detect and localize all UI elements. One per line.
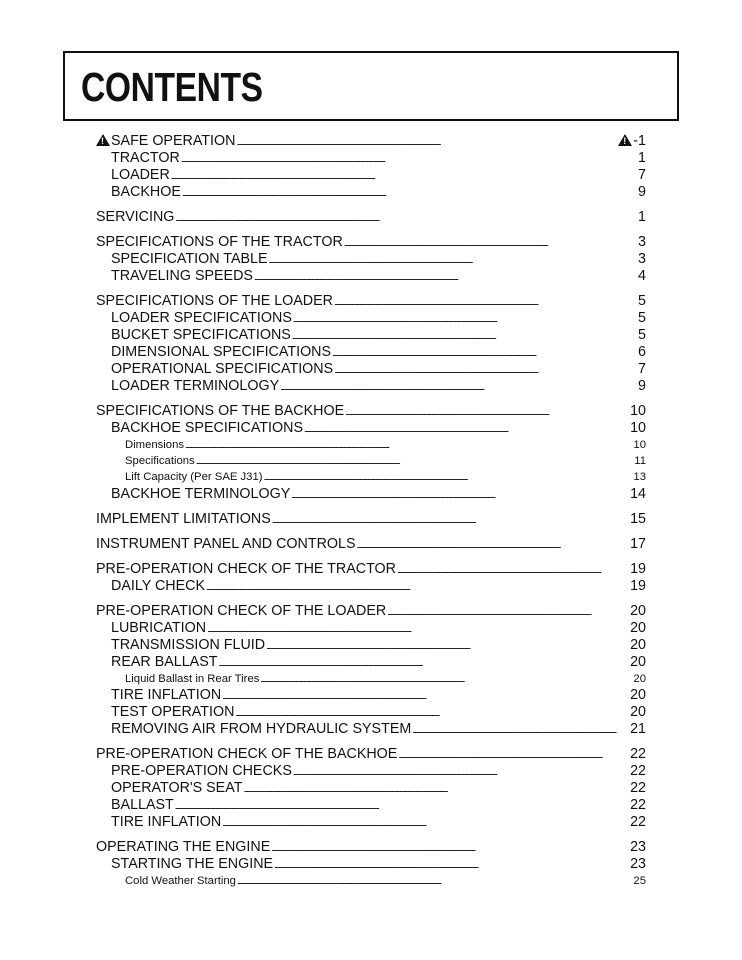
warning-icon — [618, 134, 632, 146]
dot-leader — [260, 671, 632, 687]
page-number: 20 — [630, 653, 646, 670]
page-number: 20 — [630, 619, 646, 636]
toc-entry-text: TRACTOR — [111, 150, 180, 166]
toc-entry-page — [638, 310, 646, 327]
toc-entry-text: BACKHOE — [111, 184, 181, 200]
toc-entry[interactable] — [96, 856, 646, 873]
toc-entry[interactable] — [96, 721, 646, 738]
toc-entry[interactable] — [96, 251, 646, 268]
page-number: 3 — [638, 251, 646, 267]
toc-entry-page — [634, 453, 646, 469]
toc-entry-text: Specifications — [125, 455, 195, 468]
dot-leader — [334, 293, 637, 311]
dot-leader — [236, 133, 617, 151]
toc-entry-label — [111, 814, 221, 831]
toc-entry[interactable] — [96, 620, 646, 637]
dot-leader — [332, 344, 637, 362]
toc-entry-text: TRANSMISSION FLUID — [111, 636, 266, 653]
page-number: 10 — [630, 403, 646, 419]
dot-leader — [280, 378, 637, 396]
toc-entry-label — [96, 746, 397, 763]
dot-leader — [207, 620, 629, 638]
toc-entry-text: TRAVELING SPEEDS — [111, 268, 253, 284]
dot-leader — [304, 420, 629, 438]
dot-leader — [171, 167, 637, 185]
toc-entry-page — [630, 637, 646, 654]
dot-leader — [292, 327, 637, 345]
toc-entry-label — [96, 403, 344, 420]
toc-entry-text: LOADER SPECIFICATIONS — [111, 310, 292, 326]
toc-entry-label — [111, 704, 234, 721]
toc-entry-text: OPERATING THE ENGINE — [96, 838, 271, 855]
toc-entry[interactable] — [96, 403, 646, 420]
toc-entry-text: Dimensions — [125, 439, 185, 451]
toc-entry[interactable] — [96, 133, 646, 150]
toc-entry-page — [630, 578, 646, 595]
toc-entry-label — [111, 637, 265, 654]
page-number: 3 — [638, 234, 646, 250]
toc-entry[interactable] — [96, 167, 646, 184]
toc-entry-text: SPECIFICATION TABLE — [111, 251, 268, 267]
dot-leader — [266, 637, 629, 655]
toc-entry-label — [111, 721, 411, 738]
toc-entry[interactable] — [96, 687, 646, 704]
page-number: 5 — [638, 293, 646, 309]
toc-entry-page — [630, 620, 646, 637]
page-number: 20 — [630, 602, 646, 619]
page-number: 20 — [630, 703, 646, 720]
toc-section — [96, 511, 646, 528]
toc-entry-text: SPECIFICATIONS OF THE LOADER — [96, 293, 333, 309]
dot-leader — [357, 536, 630, 554]
table-of-contents — [96, 133, 646, 897]
toc-entry-text: INSTRUMENT PANEL AND CONTROLS — [96, 535, 356, 552]
toc-entry-page — [638, 184, 646, 201]
toc-entry[interactable] — [96, 184, 646, 201]
toc-entry-text: REMOVING AIR FROM HYDRAULIC SYSTEM — [111, 720, 412, 737]
contents-header — [63, 51, 679, 121]
toc-entry-page — [630, 704, 646, 721]
page-number: 25 — [633, 874, 646, 887]
page-number: 1 — [638, 150, 646, 166]
toc-entry-label — [125, 671, 259, 687]
toc-entry-label — [111, 344, 331, 361]
dot-leader — [412, 721, 629, 739]
toc-entry[interactable] — [96, 578, 646, 595]
toc-entry-label — [96, 234, 343, 251]
page-number: -1 — [633, 133, 646, 149]
toc-entry-text: PRE-OPERATION CHECK OF THE BACKHOE — [96, 745, 398, 762]
toc-entry-page — [638, 293, 646, 310]
toc-entry-text: IMPLEMENT LIMITATIONS — [96, 510, 271, 527]
toc-entry[interactable] — [96, 671, 646, 687]
toc-entry-page — [630, 486, 646, 503]
dot-leader — [237, 873, 632, 889]
dot-leader — [206, 578, 629, 596]
page-number: 20 — [633, 672, 646, 685]
dot-leader — [387, 603, 629, 621]
toc-entry[interactable] — [96, 704, 646, 721]
toc-entry-label — [96, 603, 386, 620]
page-number: 21 — [630, 720, 646, 737]
toc-entry-label — [111, 310, 292, 327]
page-title: CONTENTS — [81, 64, 263, 110]
toc-entry[interactable] — [96, 420, 646, 437]
toc-entry[interactable] — [96, 150, 646, 167]
toc-entry-label — [125, 873, 236, 889]
toc-entry-page — [630, 721, 646, 738]
toc-entry-page — [638, 234, 646, 251]
dot-leader — [274, 856, 629, 874]
toc-entry-label — [111, 486, 290, 503]
dot-leader — [344, 234, 637, 252]
toc-entry-page — [633, 873, 646, 889]
dot-leader — [271, 839, 629, 857]
toc-entry-text: BACKHOE TERMINOLOGY — [111, 485, 291, 502]
toc-entry-page — [630, 511, 646, 528]
toc-entry-text: Cold Weather Starting — [125, 874, 236, 887]
page-number: 9 — [638, 184, 646, 200]
toc-entry-text: Lift Capacity (Per SAE J31) — [125, 471, 263, 484]
toc-entry-page — [630, 687, 646, 704]
toc-entry-label — [125, 453, 195, 469]
toc-entry-text: OPERATOR'S SEAT — [111, 779, 243, 796]
page-number: 22 — [630, 779, 646, 796]
toc-entry[interactable] — [96, 310, 646, 327]
page-number: 7 — [638, 167, 646, 183]
page-number: 23 — [630, 838, 646, 855]
toc-entry-page — [638, 327, 646, 344]
page-number: 15 — [630, 510, 646, 527]
toc-entry-page — [630, 763, 646, 780]
toc-entry-text: TIRE INFLATION — [111, 686, 222, 703]
toc-entry-label — [96, 839, 270, 856]
toc-entry-text: LUBRICATION — [111, 619, 207, 636]
toc-entry-page — [638, 378, 646, 395]
toc-entry-label — [96, 133, 235, 150]
dot-leader — [264, 469, 633, 485]
toc-section — [96, 403, 646, 503]
toc-entry-label — [111, 420, 303, 437]
toc-entry-text: DIMENSIONAL SPECIFICATIONS — [111, 344, 332, 360]
toc-entry-label — [111, 620, 206, 637]
toc-entry-text: BUCKET SPECIFICATIONS — [111, 327, 291, 343]
page-number: 10 — [633, 439, 646, 451]
toc-entry-label — [111, 797, 174, 814]
dot-leader — [196, 453, 634, 469]
toc-entry-page — [618, 133, 646, 150]
dot-leader — [222, 687, 629, 705]
toc-entry-label — [111, 327, 291, 344]
toc-entry[interactable] — [96, 293, 646, 310]
toc-entry-text: SERVICING — [96, 209, 175, 225]
dot-leader — [175, 209, 637, 227]
page-number: 4 — [638, 268, 646, 284]
page-number: 11 — [634, 455, 646, 468]
toc-entry-label — [111, 167, 170, 184]
dot-leader — [345, 403, 629, 421]
page-number: 19 — [630, 560, 646, 577]
toc-entry[interactable] — [96, 486, 646, 503]
toc-entry-page — [630, 603, 646, 620]
toc-entry-text: LOADER TERMINOLOGY — [111, 378, 280, 394]
page-number: 1 — [638, 209, 646, 225]
page-number: 22 — [630, 745, 646, 762]
toc-entry-label — [111, 251, 268, 268]
toc-entry-page — [630, 797, 646, 814]
toc-entry-text: SPECIFICATIONS OF THE TRACTOR — [96, 234, 343, 250]
toc-entry[interactable] — [96, 561, 646, 578]
toc-entry[interactable] — [96, 453, 646, 469]
toc-entry-text: PRE-OPERATION CHECKS — [111, 762, 292, 779]
toc-entry-label — [111, 184, 181, 201]
dot-leader — [181, 150, 637, 168]
page-number: 23 — [630, 855, 646, 872]
toc-section — [96, 561, 646, 595]
page-number: 14 — [630, 485, 646, 502]
page-number: 6 — [638, 344, 646, 360]
toc-entry-page — [630, 814, 646, 831]
toc-entry[interactable] — [96, 268, 646, 285]
toc-entry[interactable] — [96, 603, 646, 620]
dot-leader — [291, 486, 629, 504]
toc-entry-label — [111, 654, 217, 671]
toc-entry-page — [638, 167, 646, 184]
toc-section — [96, 209, 646, 226]
toc-entry-page — [630, 839, 646, 856]
toc-entry-page — [633, 437, 646, 453]
toc-entry-page — [630, 420, 646, 437]
toc-section — [96, 234, 646, 285]
toc-entry-page — [638, 209, 646, 226]
toc-entry-label — [111, 687, 221, 704]
toc-entry[interactable] — [96, 797, 646, 814]
toc-entry-page — [633, 469, 646, 485]
page-number: 13 — [633, 471, 646, 484]
toc-entry-text: BACKHOE SPECIFICATIONS — [111, 420, 303, 436]
toc-entry[interactable] — [96, 536, 646, 553]
toc-entry[interactable] — [96, 654, 646, 671]
toc-entry-text: TIRE INFLATION — [111, 813, 222, 830]
toc-entry[interactable] — [96, 746, 646, 763]
toc-entry-page — [638, 268, 646, 285]
toc-entry[interactable] — [96, 209, 646, 226]
toc-section — [96, 293, 646, 395]
toc-entry[interactable] — [96, 327, 646, 344]
toc-entry-page — [630, 780, 646, 797]
toc-section — [96, 536, 646, 553]
dot-leader — [243, 780, 629, 798]
dot-leader — [397, 561, 629, 579]
toc-entry-label — [96, 561, 396, 578]
toc-entry-text: BALLAST — [111, 796, 174, 813]
toc-entry-text: Liquid Ballast in Rear Tires — [125, 672, 260, 685]
toc-entry-page — [630, 403, 646, 420]
dot-leader — [182, 184, 637, 202]
dot-leader — [218, 654, 629, 672]
toc-entry-text: DAILY CHECK — [111, 577, 206, 594]
toc-entry[interactable] — [96, 780, 646, 797]
page-number: 22 — [630, 762, 646, 779]
toc-entry[interactable] — [96, 839, 646, 856]
toc-entry-label — [111, 361, 333, 378]
page-number: 19 — [630, 577, 646, 594]
page-number: 20 — [630, 636, 646, 653]
toc-entry-label — [125, 437, 184, 453]
toc-entry[interactable] — [96, 469, 646, 485]
toc-entry[interactable] — [96, 234, 646, 251]
warning-icon — [96, 134, 110, 146]
toc-entry-label — [111, 578, 205, 595]
toc-entry[interactable] — [96, 437, 646, 453]
toc-entry-page — [638, 251, 646, 268]
page-number: 9 — [638, 378, 646, 394]
page-number: 10 — [630, 420, 646, 436]
toc-section — [96, 603, 646, 738]
dot-leader — [293, 763, 629, 781]
toc-entry-label — [111, 150, 180, 167]
dot-leader — [272, 511, 629, 529]
toc-entry-label — [111, 378, 279, 395]
toc-entry-text: PRE-OPERATION CHECK OF THE LOADER — [96, 602, 387, 619]
toc-section — [96, 839, 646, 889]
toc-entry-label — [111, 268, 253, 285]
toc-section — [96, 133, 646, 201]
page-number: 17 — [630, 535, 646, 552]
toc-entry[interactable] — [96, 344, 646, 361]
toc-entry[interactable] — [96, 361, 646, 378]
toc-entry[interactable] — [96, 511, 646, 528]
toc-entry[interactable] — [96, 763, 646, 780]
dot-leader — [293, 310, 637, 328]
page-number: 22 — [630, 796, 646, 813]
toc-entry-page — [630, 746, 646, 763]
toc-entry-text: LOADER — [111, 167, 170, 183]
toc-entry-text: STARTING THE ENGINE — [111, 855, 274, 872]
toc-entry-label — [96, 209, 174, 226]
toc-entry-page — [638, 344, 646, 361]
toc-entry[interactable] — [96, 873, 646, 889]
toc-entry-page — [630, 561, 646, 578]
toc-entry-text: PRE-OPERATION CHECK OF THE TRACTOR — [96, 560, 397, 577]
toc-entry-text: TEST OPERATION — [111, 703, 235, 720]
toc-entry-label — [111, 780, 242, 797]
dot-leader — [254, 268, 637, 286]
page-number: 7 — [638, 361, 646, 377]
toc-entry-page — [638, 150, 646, 167]
toc-entry[interactable] — [96, 814, 646, 831]
toc-entry-page — [630, 654, 646, 671]
dot-leader — [175, 797, 629, 815]
dot-leader — [269, 251, 638, 269]
page-number: 20 — [630, 686, 646, 703]
dot-leader — [222, 814, 629, 832]
toc-entry-label — [111, 856, 273, 873]
page-number: 5 — [638, 327, 646, 343]
toc-entry-page — [630, 856, 646, 873]
toc-entry-page — [633, 671, 646, 687]
page-number: 5 — [638, 310, 646, 326]
toc-entry-label — [96, 293, 333, 310]
toc-entry-text: SAFE OPERATION — [111, 133, 236, 149]
toc-entry[interactable] — [96, 378, 646, 395]
toc-section — [96, 746, 646, 831]
toc-entry-label — [96, 536, 356, 553]
page-number: 22 — [630, 813, 646, 830]
toc-entry-text: SPECIFICATIONS OF THE BACKHOE — [96, 403, 345, 419]
toc-entry-label — [125, 469, 263, 485]
toc-entry[interactable] — [96, 637, 646, 654]
dot-leader — [235, 704, 629, 722]
toc-entry-text: OPERATIONAL SPECIFICATIONS — [111, 361, 334, 377]
toc-entry-text: REAR BALLAST — [111, 653, 218, 670]
dot-leader — [334, 361, 637, 379]
toc-entry-label — [111, 763, 292, 780]
toc-entry-label — [96, 511, 271, 528]
toc-entry-page — [630, 536, 646, 553]
toc-entry-page — [638, 361, 646, 378]
dot-leader — [185, 437, 632, 453]
dot-leader — [398, 746, 629, 764]
